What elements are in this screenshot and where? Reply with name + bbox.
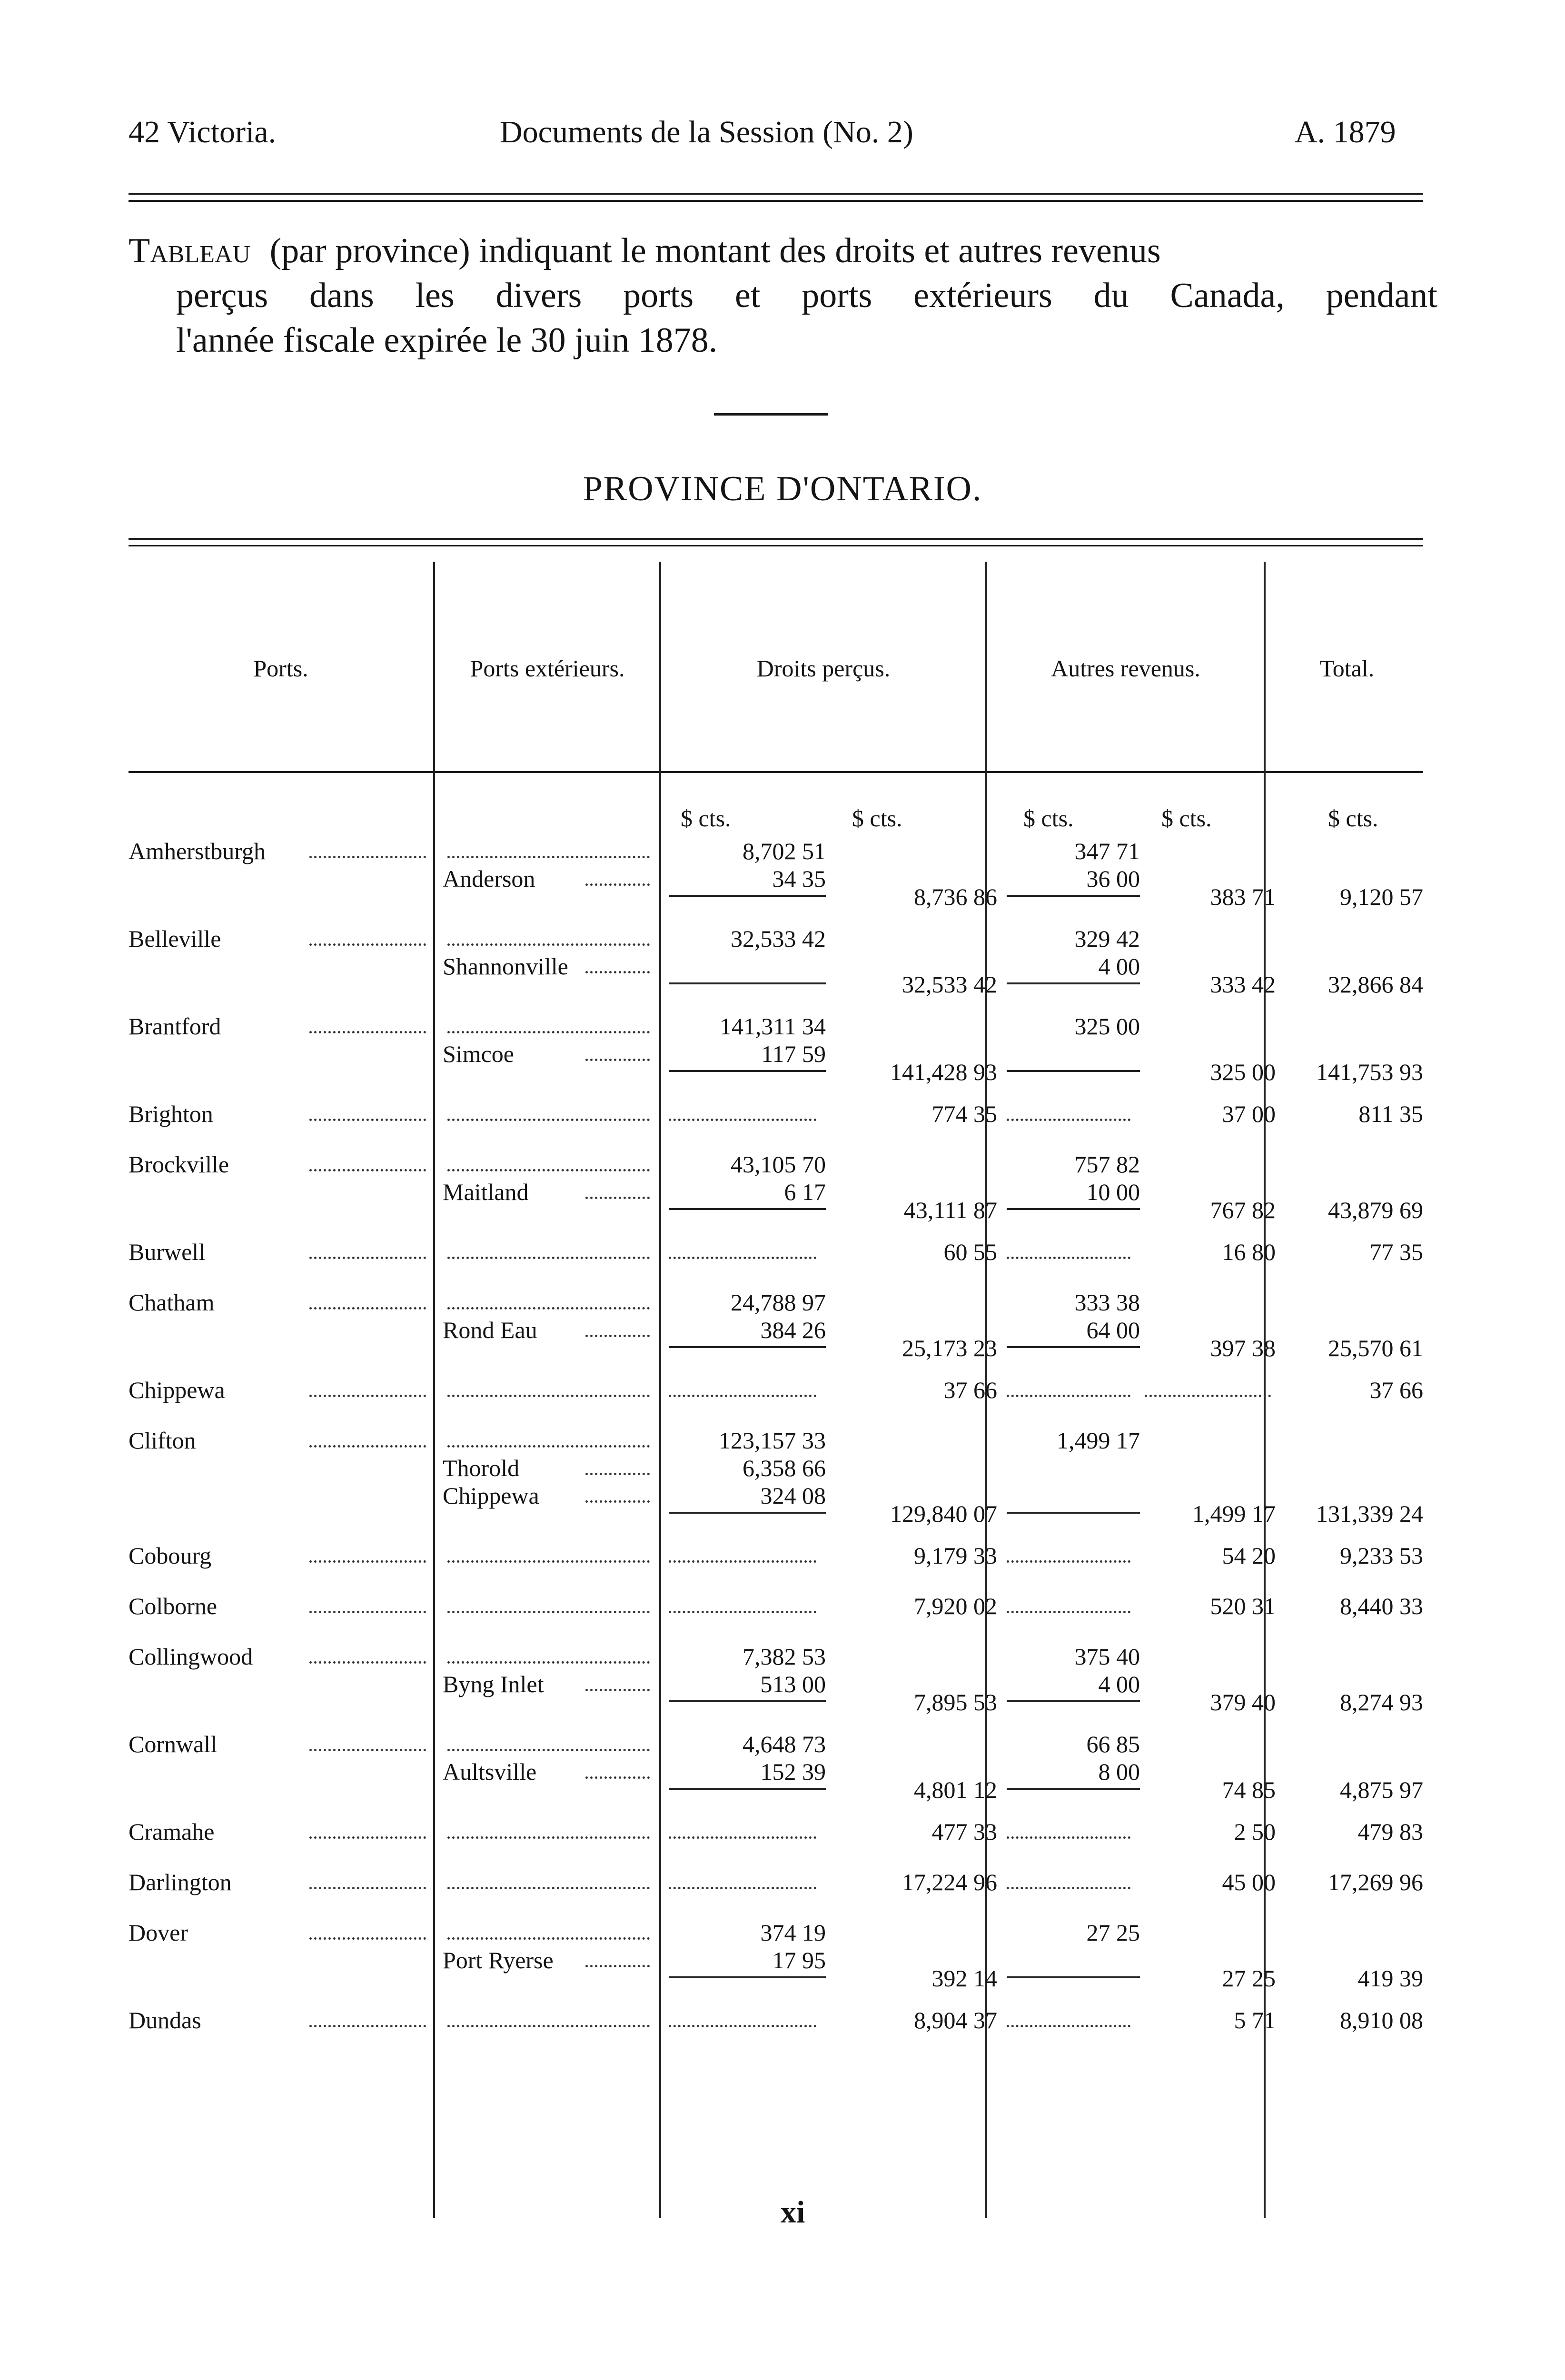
leader-dots [309, 1746, 426, 1751]
leader-dots [309, 941, 426, 946]
other-total: 2 50 [1234, 1818, 1276, 1845]
sum-rule [1007, 1512, 1140, 1514]
column-rule [659, 562, 661, 2218]
row-total: 141,753 93 [1316, 1059, 1423, 1085]
outport-name: Thorold [443, 1455, 520, 1481]
duty-total: 129,840 07 [890, 1500, 997, 1527]
duty-total: 9,179 33 [914, 1542, 997, 1569]
leader-dots [585, 1194, 650, 1199]
duty-total: 477 33 [931, 1818, 997, 1845]
leader-dots [309, 1884, 426, 1889]
other-item: 1,499 17 [1057, 1427, 1140, 1454]
duty-item: 324 08 [760, 1482, 826, 1509]
leader-dots [447, 1028, 650, 1033]
caption-line-3: l'année fiscale expirée le 30 juin 1878. [176, 321, 718, 360]
leader-dots [309, 1658, 426, 1664]
duty-item: 6 17 [784, 1179, 826, 1205]
leader-dots [447, 941, 650, 946]
leader-dots [1145, 1392, 1271, 1397]
leader-dots [309, 1304, 426, 1309]
port-name: Brighton [129, 1101, 213, 1127]
leader-dots [309, 1392, 426, 1397]
col-header-other: Autres revenus. [1051, 655, 1200, 682]
leader-dots [1007, 1884, 1130, 1889]
sum-rule [1007, 982, 1140, 984]
duty-item: 6,358 66 [743, 1455, 826, 1481]
leader-dots [1007, 1557, 1130, 1563]
port-name: Cramahe [129, 1818, 215, 1845]
leader-dots [309, 2022, 426, 2027]
duty-total: 8,736 86 [914, 883, 997, 910]
sum-rule [669, 1512, 826, 1514]
outport-name: Maitland [443, 1179, 529, 1205]
row-total: 9,120 57 [1340, 883, 1423, 910]
leader-dots [447, 1166, 650, 1171]
sum-rule [669, 1788, 826, 1790]
leader-dots [309, 1166, 426, 1171]
duty-total: 43,111 87 [903, 1197, 997, 1223]
port-name: Cornwall [129, 1731, 218, 1757]
leader-dots [447, 1834, 650, 1839]
header-center: Documents de la Session (No. 2) [500, 115, 913, 149]
leader-dots [309, 1442, 426, 1448]
leader-dots [447, 1254, 650, 1259]
port-name: Amherstburgh [129, 838, 266, 864]
other-total: 520 31 [1210, 1593, 1276, 1619]
leader-dots [309, 1934, 426, 1940]
sum-rule [1007, 1070, 1140, 1072]
other-total: 379 40 [1210, 1689, 1276, 1716]
outport-name: Simcoe [443, 1041, 514, 1067]
leader-dots [309, 1608, 426, 1613]
leader-dots [1007, 1834, 1130, 1839]
duty-total: 774 35 [931, 1101, 997, 1127]
leader-dots [1007, 1392, 1130, 1397]
leader-dots [585, 968, 650, 973]
leader-dots [447, 1608, 650, 1613]
leader-dots [1007, 1116, 1130, 1121]
sum-rule [669, 1700, 826, 1702]
other-item: 8 00 [1098, 1758, 1140, 1785]
duty-total: 37 66 [943, 1377, 997, 1403]
other-total: 27 25 [1222, 1965, 1276, 1992]
other-total: 397 38 [1210, 1335, 1276, 1361]
sum-rule [1007, 1976, 1140, 1978]
sum-rule [669, 1208, 826, 1210]
duty-item: 117 59 [761, 1041, 826, 1067]
leader-dots [447, 1392, 650, 1397]
duty-item: 374 19 [760, 1919, 826, 1946]
duty-item: 43,105 70 [731, 1151, 826, 1178]
leader-dots [1007, 1254, 1130, 1259]
other-item: 329 42 [1074, 925, 1140, 952]
province-title: PROVINCE D'ONTARIO. [583, 469, 982, 508]
leader-dots [585, 1332, 650, 1337]
leader-dots [585, 1056, 650, 1061]
other-total: 325 00 [1210, 1059, 1276, 1085]
leader-dots [669, 1116, 816, 1121]
other-total: 16 80 [1222, 1239, 1276, 1265]
sum-rule [1007, 1346, 1140, 1348]
other-total: 37 00 [1222, 1101, 1276, 1127]
col-header-duties: Droits perçus. [756, 655, 891, 682]
duty-total: 17,224 96 [902, 1869, 997, 1895]
other-total: 333 42 [1210, 971, 1276, 998]
leader-dots [447, 853, 650, 858]
sum-rule [1007, 895, 1140, 897]
leader-dots [447, 1116, 650, 1121]
duty-total: 7,895 53 [914, 1689, 997, 1716]
row-total: 479 83 [1357, 1818, 1423, 1845]
port-name: Brantford [129, 1013, 221, 1040]
outport-name: Rond Eau [443, 1317, 537, 1343]
unit-label: $ cts. [1161, 805, 1212, 832]
leader-dots [309, 1028, 426, 1033]
unit-label: $ cts. [681, 805, 731, 832]
other-total: 5 71 [1234, 2007, 1276, 2033]
outport-name: Aultsville [443, 1758, 537, 1785]
duty-total: 141,428 93 [890, 1059, 997, 1085]
sum-rule [1007, 1208, 1140, 1210]
leader-dots [669, 2022, 816, 2027]
sum-rule [669, 1070, 826, 1072]
col-header-outports: Ports extérieurs. [470, 655, 625, 682]
row-total: 32,866 84 [1328, 971, 1423, 998]
leader-dots [447, 1746, 650, 1751]
row-total: 4,875 97 [1340, 1776, 1423, 1803]
other-item: 375 40 [1074, 1643, 1140, 1670]
leader-dots [585, 1497, 650, 1503]
port-name: Colborne [129, 1593, 218, 1619]
row-total: 8,274 93 [1340, 1689, 1423, 1716]
row-total: 25,570 61 [1328, 1335, 1423, 1361]
leader-dots [447, 1934, 650, 1940]
leader-dots [669, 1884, 816, 1889]
leader-dots [447, 2022, 650, 2027]
row-total: 77 35 [1369, 1239, 1423, 1265]
unit-label: $ cts. [852, 805, 902, 832]
row-total: 43,879 69 [1328, 1197, 1423, 1223]
other-item: 347 71 [1074, 838, 1140, 864]
page-number: xi [781, 2195, 805, 2230]
leader-dots [669, 1834, 816, 1839]
duty-item: 17 95 [772, 1947, 826, 1973]
duty-item: 32,533 42 [731, 925, 826, 952]
sum-rule [1007, 1700, 1140, 1702]
caption-lead: Tableau [129, 231, 251, 270]
port-name: Collingwood [129, 1643, 253, 1670]
duty-item: 4,648 73 [743, 1731, 826, 1757]
row-total: 37 66 [1369, 1377, 1423, 1403]
duty-item: 7,382 53 [743, 1643, 826, 1670]
unit-label: $ cts. [1023, 805, 1074, 832]
unit-label: $ cts. [1328, 805, 1378, 832]
leader-dots [585, 1470, 650, 1475]
duty-item: 513 00 [760, 1671, 826, 1697]
port-name: Chatham [129, 1289, 215, 1316]
other-item: 333 38 [1074, 1289, 1140, 1316]
leader-dots [669, 1392, 816, 1397]
col-header-total: Total. [1319, 655, 1375, 682]
other-total: 45 00 [1222, 1869, 1276, 1895]
port-name: Brockville [129, 1151, 229, 1178]
other-item: 4 00 [1098, 1671, 1140, 1697]
duty-total: 25,173 23 [902, 1335, 997, 1361]
leader-dots [447, 1557, 650, 1563]
header-right: A. 1879 [1295, 115, 1396, 149]
duty-item: 152 39 [760, 1758, 826, 1785]
leader-dots [309, 1116, 426, 1121]
row-total: 17,269 96 [1328, 1869, 1423, 1895]
duty-total: 8,904 37 [914, 2007, 997, 2033]
port-name: Darlington [129, 1869, 232, 1895]
duty-total: 7,920 02 [914, 1593, 997, 1619]
duty-item: 384 26 [760, 1317, 826, 1343]
leader-dots [309, 1557, 426, 1563]
other-total: 767 82 [1210, 1197, 1276, 1223]
other-total: 54 20 [1222, 1542, 1276, 1569]
other-total: 1,499 17 [1192, 1500, 1276, 1527]
outport-name: Chippewa [443, 1482, 539, 1509]
duty-item: 24,788 97 [731, 1289, 826, 1316]
port-name: Dover [129, 1919, 188, 1946]
port-name: Cobourg [129, 1542, 212, 1569]
outport-name: Byng Inlet [443, 1671, 544, 1697]
leader-dots [669, 1608, 816, 1613]
leader-dots [309, 1834, 426, 1839]
sum-rule [669, 982, 826, 984]
leader-dots [447, 1304, 650, 1309]
leader-dots [669, 1557, 816, 1563]
port-name: Clifton [129, 1427, 196, 1454]
row-total: 811 35 [1358, 1101, 1423, 1127]
port-name: Belleville [129, 925, 221, 952]
outport-name: Port Ryerse [443, 1947, 554, 1973]
duty-item: 8,702 51 [743, 838, 826, 864]
leader-dots [585, 1962, 650, 1967]
port-name: Dundas [129, 2007, 201, 2033]
leader-dots [447, 1442, 650, 1448]
sum-rule [669, 895, 826, 897]
port-name: Chippewa [129, 1377, 225, 1403]
leader-dots [1007, 1608, 1130, 1613]
row-total: 419 39 [1357, 1965, 1423, 1992]
outport-name: Shannonville [443, 953, 568, 980]
outport-name: Anderson [443, 865, 535, 892]
other-item: 757 82 [1074, 1151, 1140, 1178]
caption-line-1-text: (par province) indiquant le montant des droits et autres revenus [269, 231, 1161, 270]
other-item: 27 25 [1086, 1919, 1140, 1946]
port-name: Burwell [129, 1239, 206, 1265]
leader-dots [1007, 2022, 1130, 2027]
other-item: 36 00 [1086, 865, 1140, 892]
other-total: 383 71 [1210, 883, 1276, 910]
leader-dots [309, 853, 426, 858]
leader-dots [669, 1254, 816, 1259]
other-item: 64 00 [1086, 1317, 1140, 1343]
sum-rule [669, 1976, 826, 1978]
leader-dots [585, 1686, 650, 1691]
duty-item: 34 35 [772, 865, 826, 892]
header-left: 42 Victoria. [129, 115, 277, 149]
row-total: 131,339 24 [1316, 1500, 1423, 1527]
other-item: 66 85 [1086, 1731, 1140, 1757]
duty-total: 4,801 12 [914, 1776, 997, 1803]
sum-rule [669, 1346, 826, 1348]
leader-dots [447, 1658, 650, 1664]
other-item: 10 00 [1086, 1179, 1140, 1205]
other-item: 325 00 [1074, 1013, 1140, 1040]
leader-dots [309, 1254, 426, 1259]
duty-total: 60 55 [943, 1239, 997, 1265]
col-header-ports: Ports. [253, 655, 308, 682]
duty-total: 392 14 [931, 1965, 997, 1992]
row-total: 8,910 08 [1340, 2007, 1423, 2033]
other-item: 4 00 [1098, 953, 1140, 980]
other-total: 74 85 [1222, 1776, 1276, 1803]
leader-dots [447, 1884, 650, 1889]
sum-rule [1007, 1788, 1140, 1790]
leader-dots [585, 1774, 650, 1779]
row-total: 8,440 33 [1340, 1593, 1423, 1619]
duty-item: 123,157 33 [719, 1427, 826, 1454]
caption-line-2: perçus dans les divers ports et ports extérieurs du Canada, pendant [176, 276, 1437, 315]
duty-total: 32,533 42 [902, 971, 997, 998]
duty-item: 141,311 34 [719, 1013, 826, 1040]
leader-dots [585, 881, 650, 886]
row-total: 9,233 53 [1340, 1542, 1423, 1569]
column-rule [433, 562, 435, 2218]
